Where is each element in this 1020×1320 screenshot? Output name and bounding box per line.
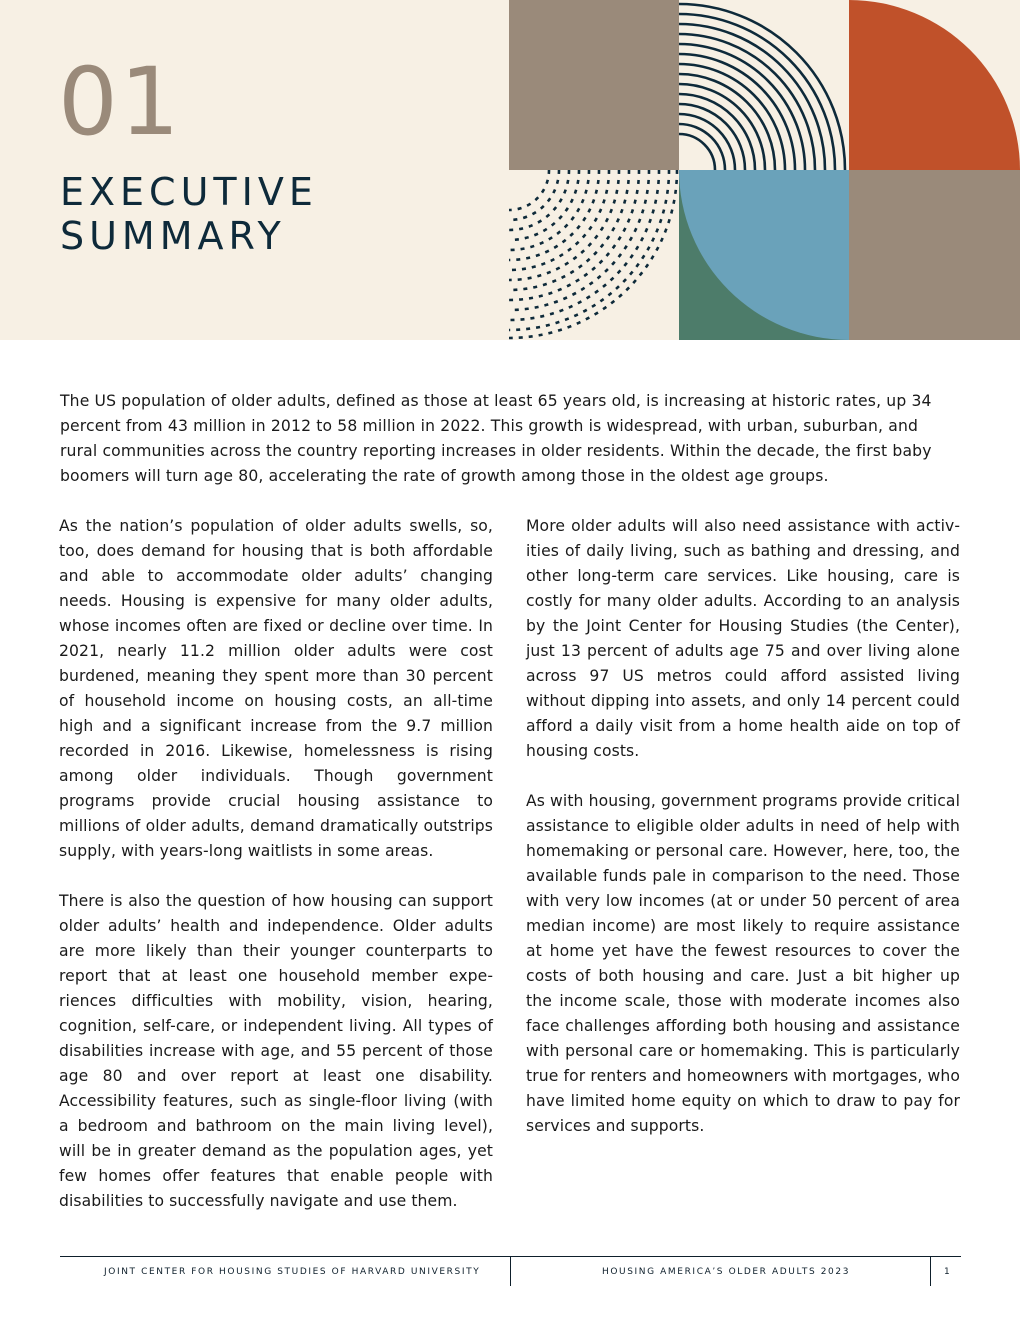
footer-organization: JOINT CENTER FOR HOUSING STUDIES OF HARVARD UNIVERSITY [104,1267,481,1277]
page-footer [60,1256,961,1286]
chapter-number: 01 [58,48,182,157]
page-number: 1 [944,1267,952,1277]
taupe-square-top [509,0,679,170]
footer-divider [510,1256,511,1286]
body-paragraph: As with housing, government programs provide critical assistance to eligible older adults in need of help with homemaking or personal care. However, here, too, the available funds pale in comparison to the need. Those with very low incomes (at or under 50 percent of area median income) are most likely to require assistance at home yet have the fewest resources to cover the costs of both housing and care. Just a bit higher up the income scale, those with moderate incomes also face challenges affording both housing and assistance with personal care or homemaking. This is particularly true for renters and homeowners with mortgages, who have limited home equity on which to draw to pay for services and supports. [526,792,960,1135]
taupe-square-bottom [849,170,1020,340]
page-title [60,170,480,258]
body-paragraph: There is also the question of how housing can support older adults’ health and independence. Older adults are more likely than their younger counterparts to report that at least one household member experiences difficulties with mobility, vision, hearing, cognition, self-care, or independent living. All types of disabilities increase with age, and 55 percent of those age 80 and over report at least one disability. Accessibility features, such as single-floor living (with a bedroom and bathroom on the main living level), will be in greater demand as the population ages, yet few homes offer features that enable people with disabilities to successfully navigate and use them. [59,892,493,1210]
footer-divider [930,1256,931,1286]
title-line-1: EXECUTIVE [60,170,318,214]
decorative-geometric-art [509,0,1020,340]
body-paragraph: As the nation’s population of older adults swells, so, too, does demand for housing that is both affordable and able to accommodate older adults’ changing needs. Housing is expensive for many older adults, whose incomes often are fixed or decline over time. In 2021, nearly 11.2 million older adults were cost burdened, meaning they spent more than 30 percent of household income on housing costs, an all-time high and a significant increase from the 9.7 million recorded in 2016. Likewise, homelessness is rising among older individuals. Though government programs provide crucial housing assistance to millions of older adults, demand dramatically outstrips supply, with years-long waitlists in some areas. [59,517,493,860]
footer-report-title: HOUSING AMERICA’S OLDER ADULTS 2023 [602,1267,851,1277]
left-column [59,514,493,1239]
intro-paragraph: The US population of older adults, defined as those at least 65 years old, is increasing at historic rates, up 34 percent from 43 million in 2012 to 58 million in 2022. This growth is widespread, with urban, suburban, and rural communities across the country reporting increases in older residents. Within the decade, the first baby boomers will turn age 80, accelerating the rate of growth among those in the oldest age groups. [60,392,932,485]
body-paragraph: More older adults will also need assistance with activities of daily living, such as bathing and dressing, and other long-term care services. Like housing, care is costly for many older adults. According to an analysis by the Joint Center for Housing Studies (the Center), just 13 percent of adults age 75 and over living alone across 97 US metros could afford assisted living without dipping into assets, and only 14 percent could afford a daily visit from a home health aide on top of housing costs. [526,517,960,760]
right-column [526,514,960,1164]
title-line-2: SUMMARY [60,214,286,258]
